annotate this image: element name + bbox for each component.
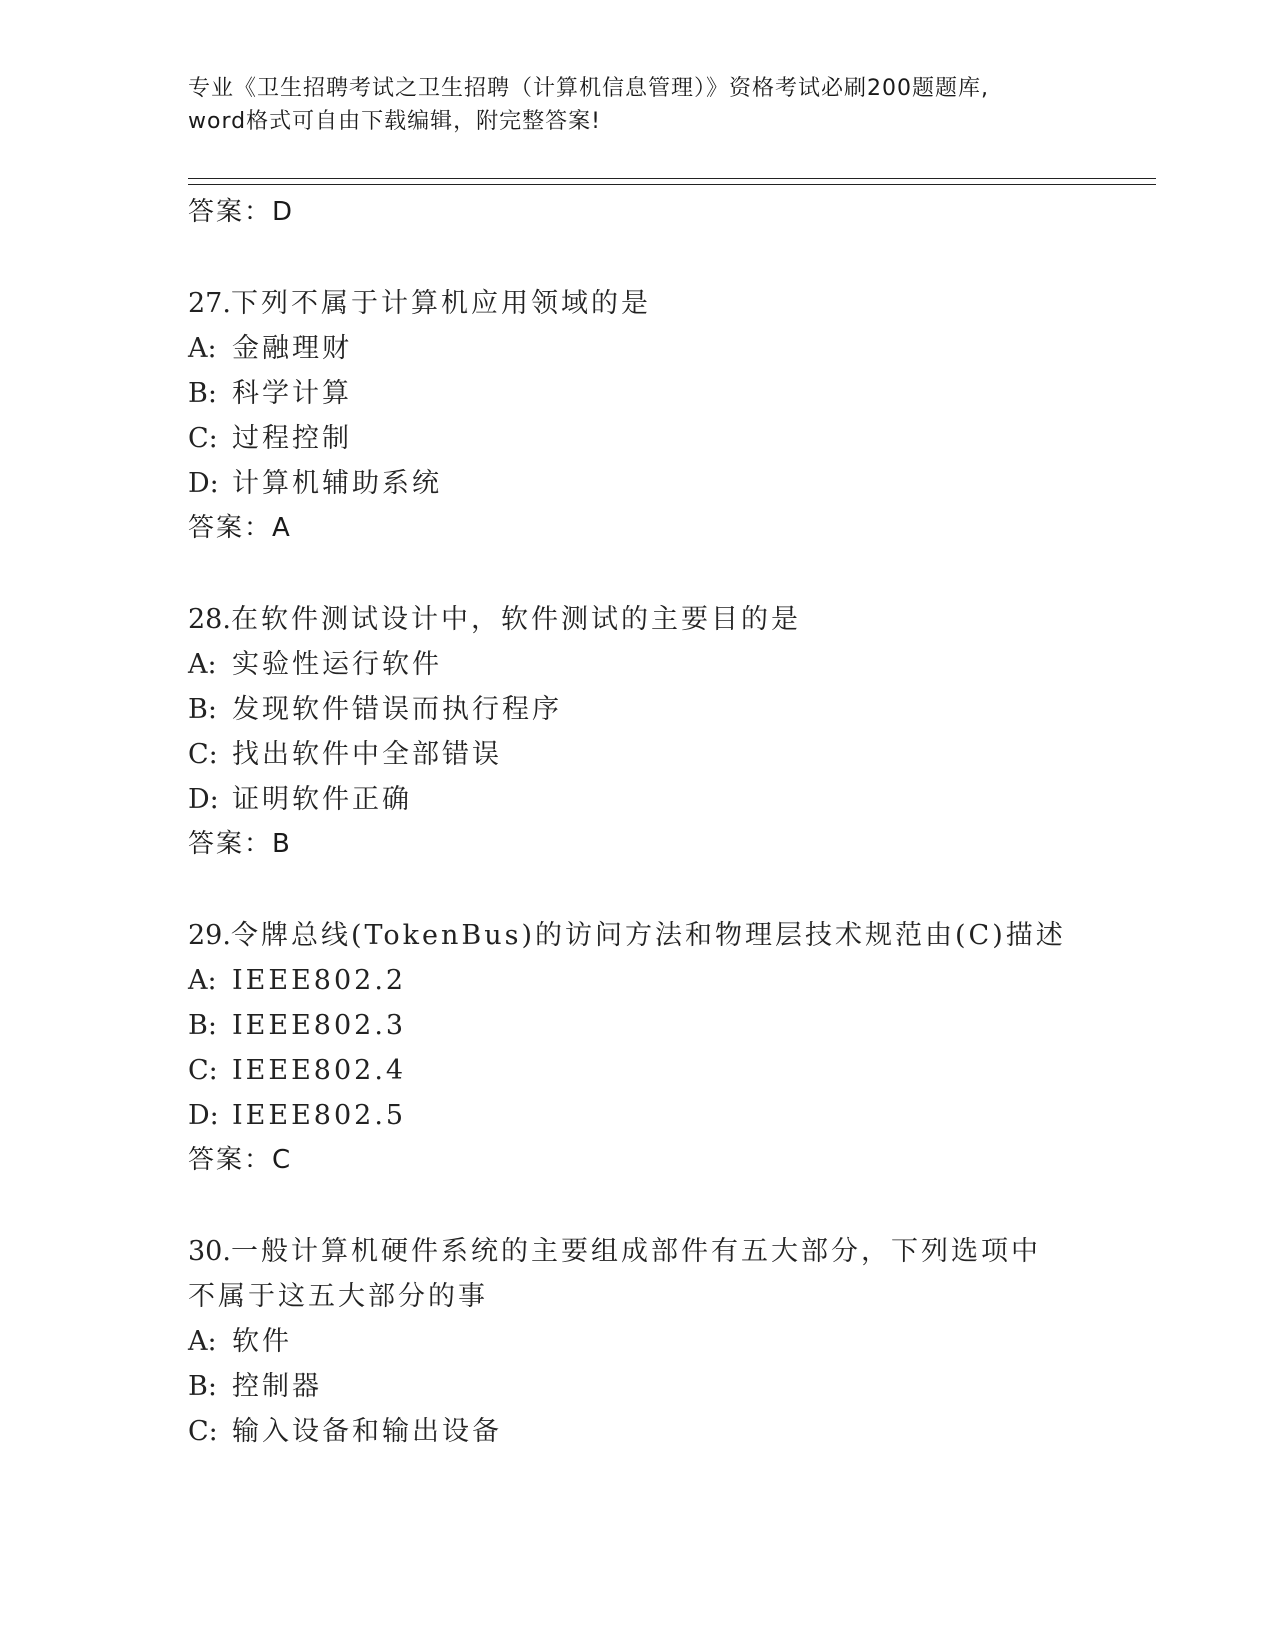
option-text: 实验性运行软件 — [232, 649, 442, 680]
question-block — [188, 597, 1148, 868]
header-divider-second — [188, 184, 1156, 185]
question-text: 下列不属于计算机应用领域的是 — [230, 288, 651, 319]
option-b — [188, 1364, 1148, 1409]
option-text: IEEE802.4 — [232, 1055, 407, 1086]
option-letter: C: — [188, 423, 218, 454]
header-divider — [188, 178, 1156, 179]
option-letter: D: — [188, 1100, 219, 1131]
page-header — [188, 72, 1088, 138]
header-line-1: 专业《卫生招聘考试之卫生招聘（计算机信息管理）》资格考试必刷200题题库, — [188, 76, 989, 101]
option-text: 软件 — [232, 1326, 292, 1357]
question-stem — [188, 913, 1148, 958]
option-d — [188, 1093, 1148, 1138]
answer-line: 答案：D — [188, 197, 295, 227]
question-number: 29. — [188, 920, 231, 951]
question-number: 27. — [188, 288, 231, 319]
option-letter: A: — [188, 965, 217, 996]
option-letter: A: — [188, 333, 217, 364]
option-text: 输入设备和输出设备 — [232, 1416, 502, 1447]
question-stem — [188, 281, 1148, 326]
option-text: IEEE802.3 — [232, 1010, 407, 1041]
option-letter: C: — [188, 1416, 218, 1447]
option-letter: B: — [188, 378, 217, 409]
question-text: 在软件测试设计中，软件测试的主要目的是 — [230, 604, 801, 635]
option-a — [188, 642, 1148, 687]
option-b — [188, 687, 1148, 732]
question-number: 28. — [188, 604, 231, 635]
option-text: 金融理财 — [232, 333, 352, 364]
option-a — [188, 958, 1148, 1003]
question-text: 一般计算机硬件系统的主要组成部件有五大部分，下列选项中不属于这五大部分的事 — [188, 1236, 1041, 1312]
option-text: 证明软件正确 — [232, 784, 412, 815]
option-letter: C: — [188, 1055, 218, 1086]
document-body — [188, 190, 1148, 1454]
option-letter: B: — [188, 694, 217, 725]
option-text: 发现软件错误而执行程序 — [232, 694, 562, 725]
question-block — [188, 281, 1148, 552]
option-text: 过程控制 — [232, 423, 352, 454]
question-text: 令牌总线(TokenBus)的访问方法和物理层技术规范由(C)描述 — [230, 920, 1066, 951]
question-stem — [188, 1229, 1048, 1319]
option-a — [188, 1319, 1148, 1364]
option-letter: A: — [188, 1326, 217, 1357]
option-letter: C: — [188, 739, 218, 770]
question-block — [188, 1229, 1148, 1454]
option-c — [188, 732, 1148, 777]
option-c — [188, 416, 1148, 461]
question-stem — [188, 597, 1148, 642]
option-text: 计算机辅助系统 — [232, 468, 442, 499]
option-d — [188, 777, 1148, 822]
option-b — [188, 371, 1148, 416]
option-text: IEEE802.2 — [232, 965, 407, 996]
option-letter: B: — [188, 1010, 217, 1041]
answer-line: 答案：C — [188, 1145, 293, 1175]
option-c — [188, 1409, 1148, 1454]
option-text: 找出软件中全部错误 — [232, 739, 502, 770]
option-text: 科学计算 — [232, 378, 352, 409]
option-letter: D: — [188, 468, 219, 499]
option-c — [188, 1048, 1148, 1093]
option-text: IEEE802.5 — [232, 1100, 407, 1131]
option-letter: B: — [188, 1371, 217, 1402]
option-d — [188, 461, 1148, 506]
question-block — [188, 913, 1148, 1184]
option-text: 控制器 — [232, 1371, 322, 1402]
header-line-2: word格式可自由下载编辑，附完整答案! — [188, 109, 601, 134]
option-b — [188, 1003, 1148, 1048]
option-a — [188, 326, 1148, 371]
question-number: 30. — [188, 1236, 231, 1267]
answer-line: 答案：A — [188, 513, 292, 543]
answer-line: 答案：B — [188, 829, 292, 859]
option-letter: D: — [188, 784, 219, 815]
option-letter: A: — [188, 649, 217, 680]
